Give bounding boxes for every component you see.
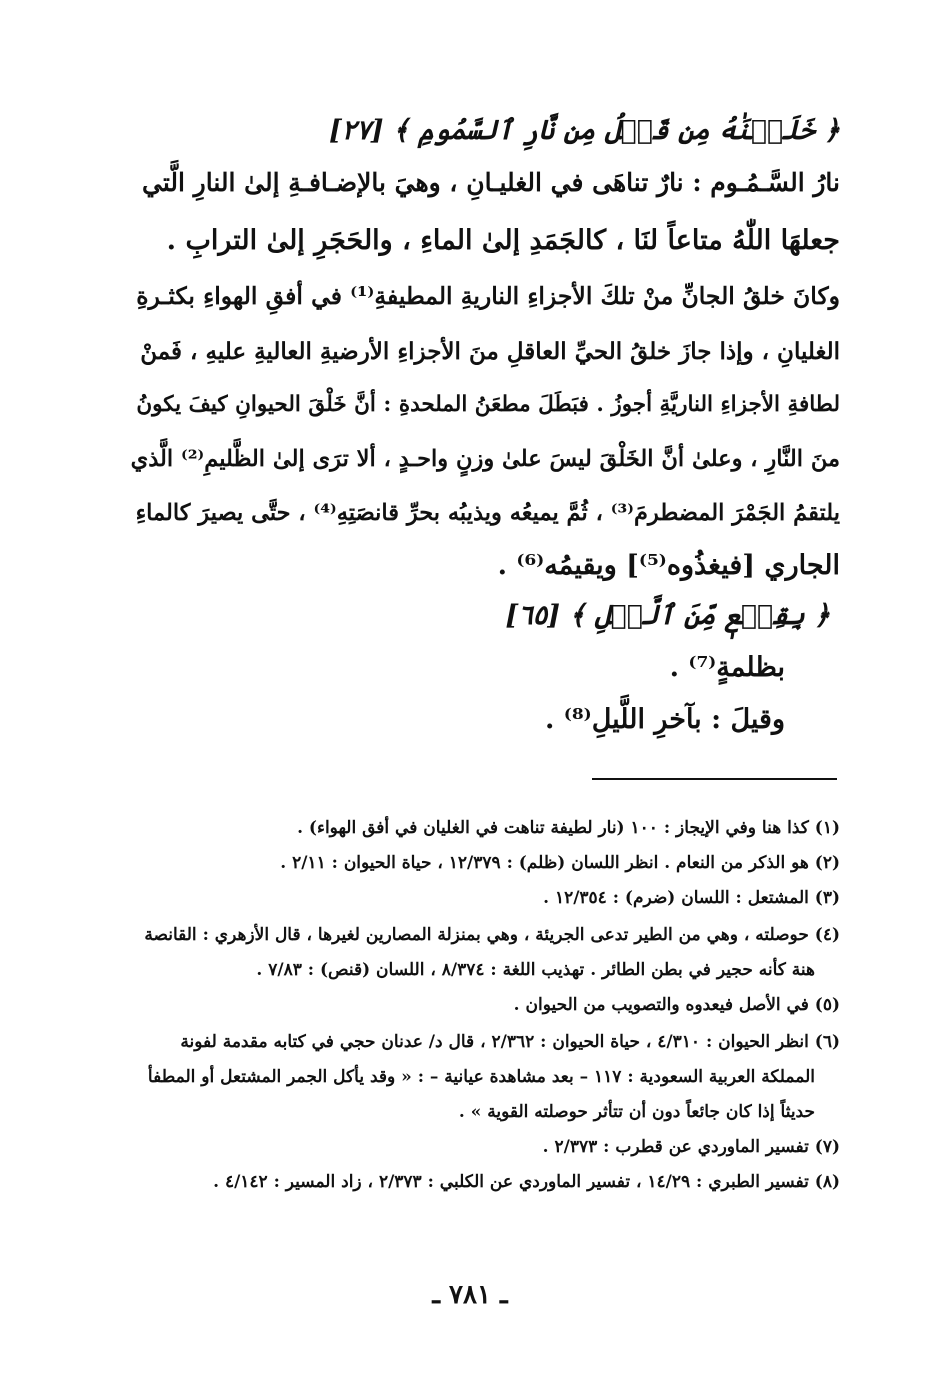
text-line: وقيلَ : بآخرِ اللَّيلِ⁽⁸⁾ .	[544, 704, 785, 735]
text-line: الغليانِ ، وإذا جازَ خلقُ الحيِّ العاقلِ منَ الأجزاءِ الأرضيةِ العاليةِ عليهِ ، فَمنْ	[140, 338, 840, 365]
footnote-6-cont: حديثاً إذا كان جائعاً دون أن تتأثر حوصلته القوية » .	[458, 1102, 815, 1122]
text-line: يلتقمُ الجَمْرَ المضطرمَ⁽³⁾ ، ثُمَّ يميعُه ويذيبُه بحرِّ قانصَتِهِ⁽⁴⁾ ، حتَّى يصيرَ كالماءِ	[135, 500, 840, 526]
footnote-5: (٥) في الأصل فيعدوه والتصويب من الحيوان .	[513, 995, 840, 1015]
text-line: جعلهَا اللّٰهُ متاعاً لنَا ، كالجَمَدِ إلىٰ الماءِ ، والحَجَرِ إلىٰ الترابِ .	[166, 225, 840, 256]
text-line: بظلمةٍ⁽⁷⁾ .	[669, 652, 785, 683]
footnote-7: (٧) تفسير الماوردي عن قطرب : ٢/٣٧٣ .	[542, 1137, 840, 1157]
footnote-1: (١) كذا هنا وفي الإيجاز : ١٠٠ (نار لطيفة تناهت في الغليان في أفق الهواء) .	[297, 818, 840, 838]
text-line: وكانَ خلقُ الجانِّ منْ تلكَ الأجزاءِ الناريةِ المطيفةِ⁽¹⁾ في أفقِ الهواءِ بكثـرةِ	[136, 282, 840, 310]
page-number: ـ ٧٨١ ـ	[432, 1280, 508, 1310]
text-line: الجاري [فيغذُوه⁽⁵⁾] ويقيمُه⁽⁶⁾ .	[497, 550, 840, 581]
footnote-3: (٣) المشتعل : اللسان (ضرم) : ١٢/٣٥٤ .	[543, 888, 840, 908]
text-line: لطافةِ الأجزاءِ الناريَّةِ أجوزُ . فبَطَلَ مطعَنُ الملحدةِ : أنَّ خَلْقَ الحيوانِ كيفَ يكونُ	[136, 392, 840, 417]
footnote-separator	[592, 778, 837, 780]
footnote-6-cont: المملكة العربية السعودية : ١١٧ – بعد مشاهدة عيانية – : « وقد يأكل الجمر المشتعل أو المطفأ	[147, 1067, 815, 1087]
footnote-6: (٦) انظر الحيوان : ٤/٣١٠ ، حياة الحيوان : ٢/٣٦٢ ، قال د/ عدنان حجي في كتابه مقدمة لفونة	[180, 1032, 840, 1052]
verse-27: ﴿ خَلَقۡنَٰهُ مِن قَبۡلُ مِن نَّارِ ٱلسَّمُومِ ﴾ [٢٧]	[329, 115, 840, 146]
footnote-2: (٢) هو الذكر من النعام . انظر اللسان (ظلم) : ١٢/٣٧٩ ، حياة الحيوان : ٢/١١ .	[280, 853, 840, 873]
footnote-4-cont: هنة كأنه حجير في بطن الطائر . تهذيب اللغة : ٨/٣٧٤ ، اللسان (قنص) : ٧/٨٣ .	[256, 960, 815, 980]
footnote-8: (٨) تفسير الطبري : ١٤/٢٩ ، تفسير الماوردي عن الكلبي : ٢/٣٧٣ ، زاد المسير : ٤/١٤٢ .	[213, 1172, 840, 1192]
footnote-4: (٤) حوصلته ، وهي من الطير تدعى الجريئة ، وهي بمنزلة المصارين لغيرها ، قال الأزهري : القانصة	[144, 925, 840, 945]
text-line: نارُ السَّـمُـوم : نارٌ تناهَى في الغليـانِ ، وهيَ بالإضـافـةِ إلىٰ النارِ الَّتي	[142, 168, 840, 197]
text-line: منَ النَّارِ ، وعلىٰ أنَّ الخَلْقَ ليسَ علىٰ وزنٍ واحـدٍ ، ألا ترَى إلىٰ الظَّليمِ⁽²⁾ الَّذي	[130, 446, 840, 472]
verse-65: ﴿ بِقِطۡعٖ مِّنَ ٱلَّيۡلِ ﴾ [٦٥]	[505, 600, 830, 631]
